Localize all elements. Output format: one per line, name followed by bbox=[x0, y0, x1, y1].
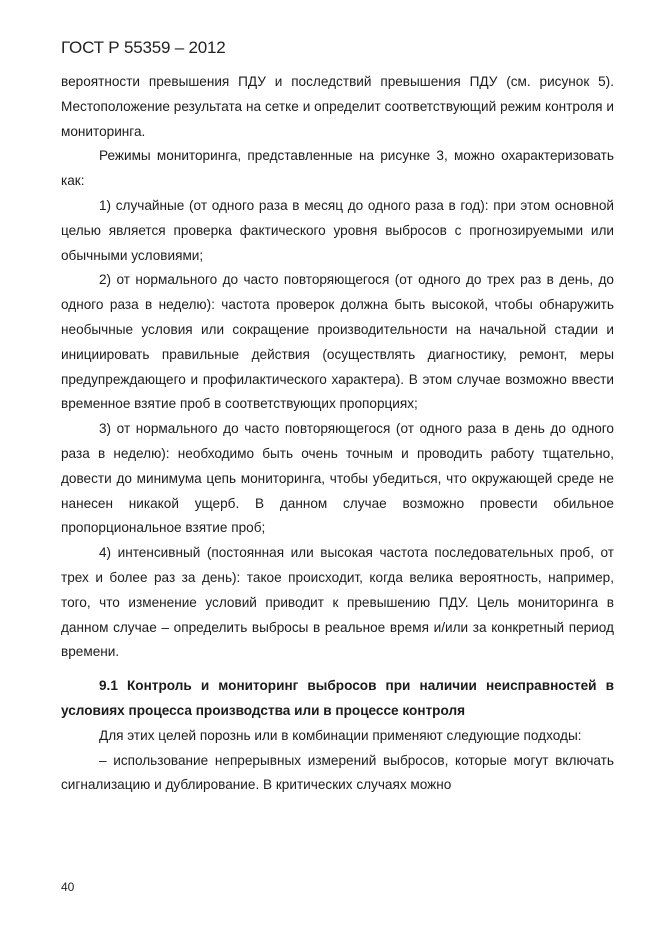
list-item-2: 2) от нормального до часто повторяющегося (от одного до трех раз в день, до одного раза в неделю): частота проверок должна быть высокой, чтобы обнаружить необычные условия или сокращение производительности на начальной стадии и инициировать правильные действия (осуществлять диагностику, ремонт, меры предупреждающего и профилактического характера). В этом случае возможно ввести временное взятие проб в соответствующих пропорциях; bbox=[61, 272, 614, 412]
paragraph-modes-intro: Режимы мониторинга, представленные на рисунке 3, можно охарактеризовать как: bbox=[61, 148, 614, 189]
paragraph-continuation: вероятности превышения ПДУ и последствий превышения ПДУ (см. рисунок 5). Местоположение результата на сетке и определит соответствующий режим контроля и мониторинга. bbox=[61, 74, 614, 139]
list-item-3: 3) от нормального до часто повторяющегося (от одного раза в день до одного раза в неделю): необходимо быть очень точным и проводить работу тщательно, довести до минимума цепь мониторинга, чтобы убедиться, что окружающей среде не нанесен никакой ущерб. В данном случае возможно провести обильное пропорциональное взятие проб; bbox=[61, 421, 614, 536]
document-body bbox=[61, 70, 614, 798]
section-intro: Для этих целей порознь или в комбинации применяют следующие подходы: bbox=[99, 727, 582, 743]
list-item-4: 4) интенсивный (постоянная или высокая частота последовательных проб, от трех и более раз за день): такое происходит, когда велика вероятность, например, того, что изменение условий приводит к превышению ПДУ. Цель мониторинга в данном случае – определить выбросы в реальное время и/или за конкретный период времени. bbox=[61, 545, 614, 660]
list-item-1: 1) случайные (от одного раза в месяц до одного раза в год): при этом основной целью является проверка фактического уровня выбросов с прогнозируемыми или обычными условиями; bbox=[61, 197, 614, 263]
section-heading: 9.1 Контроль и мониторинг выбросов при наличии неисправностей в условиях процесса производства или в процессе контроля bbox=[61, 678, 614, 718]
bullet-item: – использование непрерывных измерений выбросов, которые могут включать сигнализацию и дублирование. В критических случаях можно bbox=[61, 752, 614, 793]
page-number: 40 bbox=[61, 880, 75, 894]
document-header: ГОСТ Р 55359 – 2012 bbox=[61, 38, 226, 57]
